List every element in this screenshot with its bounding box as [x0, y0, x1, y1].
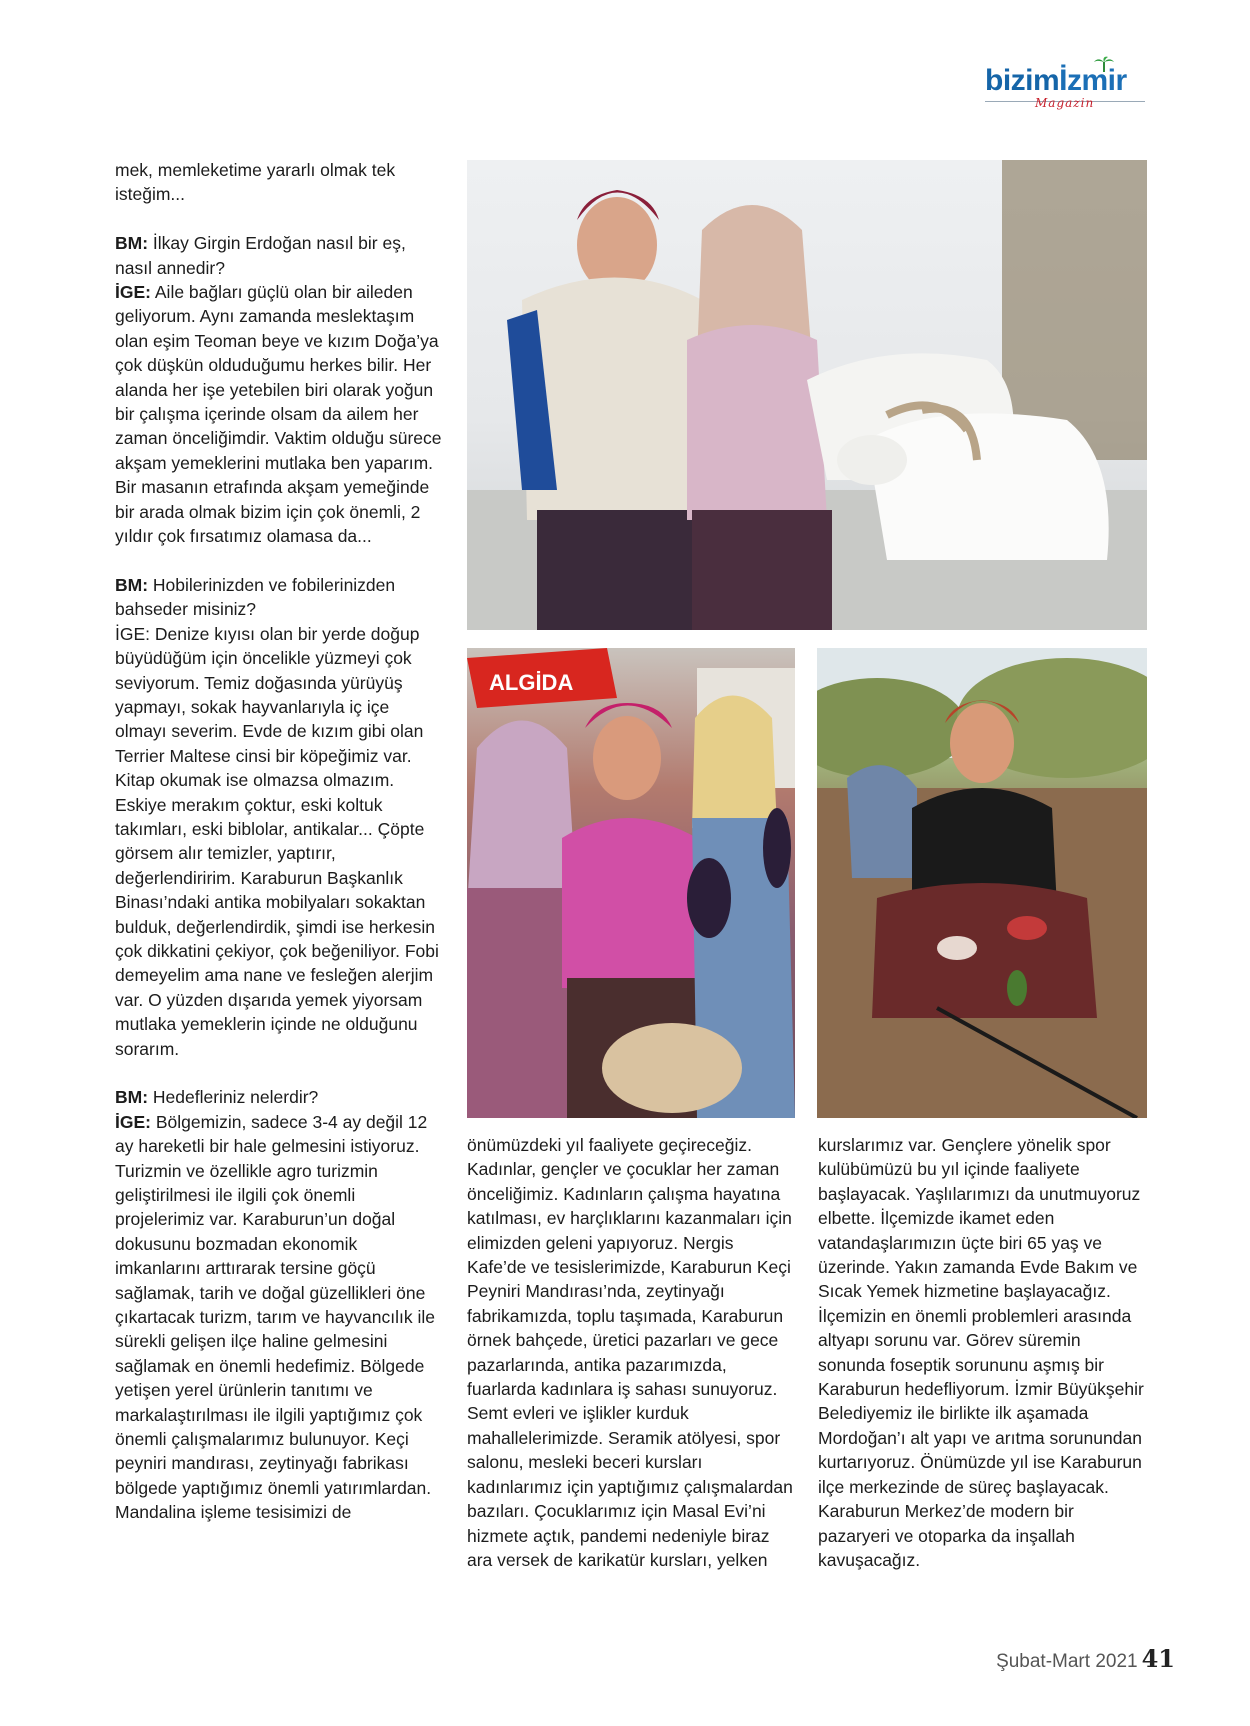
qa-answer: İGE: Bölgemizin, sadece 3-4 ay değil 12 ay hareketli bir hale gelmesini istiyoruz. Turizmin ve özellikle agro turizmin geliştirilmesi ile ilgili çok önemli projelerimiz var. Karaburun’un doğal dokusunu bozmadan ekonomik imkanlarını arttırarak tersine göçü sağlamak, tarih ve doğal güzellikleri öne çıkartacak turizm, tarım ve hayvancılık ile sürekli gelişen ilçe haline gelmesini sağlamak en önemli hedefimiz. Bölgede yetişen yerel ürünlerin tanıtımı ve markalaştırılması ile ilgili yaptığımız çok önemli çalışmalarımız bulunuyor. Keçi peyniri mandırası, zeytinyağı fabrikası bölgede yaptığımız önemli yatırımlardan. Mandalina işleme tesisimizi de: [115, 1111, 435, 1523]
qa-question: BM: Hedefleriniz nelerdir?: [115, 1087, 319, 1108]
qa-question: BM: Hobilerinizden ve fobilerinizden bahseder misiniz?: [115, 574, 396, 620]
qa-answer: İGE: Aile bağları güçlü olan bir aileden geliyorum. Aynı zamanda meslektaşım olan eşim Teoman beye ve kızım Doğa’ya çok düşkün olduduğumu herkes bilir. Her alanda her işe yetebilen biri olarak yoğun bir çalışma içerinde olsam da ailem her zaman önceliğimdir. Vaktim olduğu sürece akşam yemeklerini mutlaka ben yaparım. Bir masanın etrafında akşam yemeğinde bir arada olmak bizim için çok önemli, 2 yıldır çok fırsatımız olamasa da...: [115, 282, 442, 547]
logo-subtitle: Magazin: [1035, 96, 1095, 110]
qa-question: BM: İlkay Girgin Erdoğan nasıl bir eş, nasıl annedir?: [115, 233, 406, 278]
magazine-logo: [985, 56, 1155, 116]
market-sign-text: ALGİDA: [489, 670, 574, 695]
page-footer: [960, 1644, 1175, 1674]
article-column-2: [467, 1133, 797, 1572]
issue-date: Şubat-Mart 2021: [996, 1651, 1138, 1672]
photo-woman-planting: [817, 648, 1147, 1118]
qa-answer: İGE: Denize kıyısı olan bir yerde doğup büyüdüğüm için öncelikle yüzmeyi çok seviyorum. Temiz doğasında yürüyüş yapmayı, sokak hayvanlarıyla iç içe olmayı severim. Evde de kızım gibi olan Terrier Maltese cinsi bir köpeğimiz var. Kitap okumak ise olmazsa olmazım. Eskiye merakım çoktur, eski koltuk takımları, eski biblolar, antikalar... Çöpte görsem alır temizler, yaptırır, değerlendiririm. Karaburun Başkanlık Binası’ndaki antika mobilyaları sokaktan bulduk, değerlendirdik, şimdi ise herkesin çok dikkatini çekiyor, çok beğeniliyor. Fobi demeyelim ama nane ve fesleğen alerjim var. O yüzden dışarıda yemek yiyorsam mutlaka yemeklerin içinde ne olduğunu sorarım.: [115, 623, 439, 1059]
page-number: 41: [1141, 1644, 1175, 1673]
paragraph: önümüzdeki yıl faaliyete geçireceğiz. Kadınlar, gençler ve çocuklar her zaman önceliğimiz. Kadınların çalışma hayatına katılması, ev harçlıklarını kazanmaları için elimizden geleni yapıyoruz. Nergis Kafe’de ve tesislerimizde, Karaburun Keçi Peyniri Mandırası’nda, zeytinyağı fabrikamızda, toplu taşımada, Karaburun örnek bahçede, üretici pazarları ve gece pazarlarında, antika pazarımızda, fuarlarda kadınlara iş sahası sunuyoruz. Semt evleri ve işlikler kurduk mahallelerimizde. Seramik atölyesi, spor salonu, mesleki beceri kursları kadınlarımız için yaptığımız çalışmalardan bazıları. Çocuklarımız için Masal Evi’ni hizmete açtık, pandemi nedeniyle biraz ara versek de karikatür kursları, yelken: [467, 1135, 793, 1570]
photo-women-with-goats: [467, 160, 1147, 630]
photo-women-with-grapes: [467, 648, 795, 1118]
logo-wordmark: bizimİzmir: [985, 64, 1127, 97]
paragraph: kurslarımız var. Gençlere yönelik spor kulübümüzü bu yıl içinde faaliyete başlayacak. Yaşlılarımızı da unutmuyoruz elbette. İlçemizde ikamet eden vatandaşlarımızın üçte biri 65 yaş ve üzerinde. Yakın zamanda Evde Bakım ve Sıcak Yemek hizmetine başlayacağız. İlçemizin en önemli problemleri arasında altyapı sorunu var. Görev süremin sonunda foseptik sorununu aşmış bir Karaburun hedefliyorum. İzmir Büyükşehir Belediyemiz ile birlikte ilk aşamada Mordoğan’ı alt yapı ve arıtma sorunundan kurtarıyoruz. Önümüzde yıl ise Karaburun ilçe merkezinde de süreç başlayacak. Karaburun Merkez’de modern bir pazaryeri ve otoparka da inşallah kavuşacağız.: [818, 1135, 1144, 1570]
paragraph: mek, memleketime yararlı olmak tek isteğim...: [115, 160, 396, 205]
article-column-3: [818, 1133, 1148, 1572]
article-column-1: [115, 158, 445, 1525]
